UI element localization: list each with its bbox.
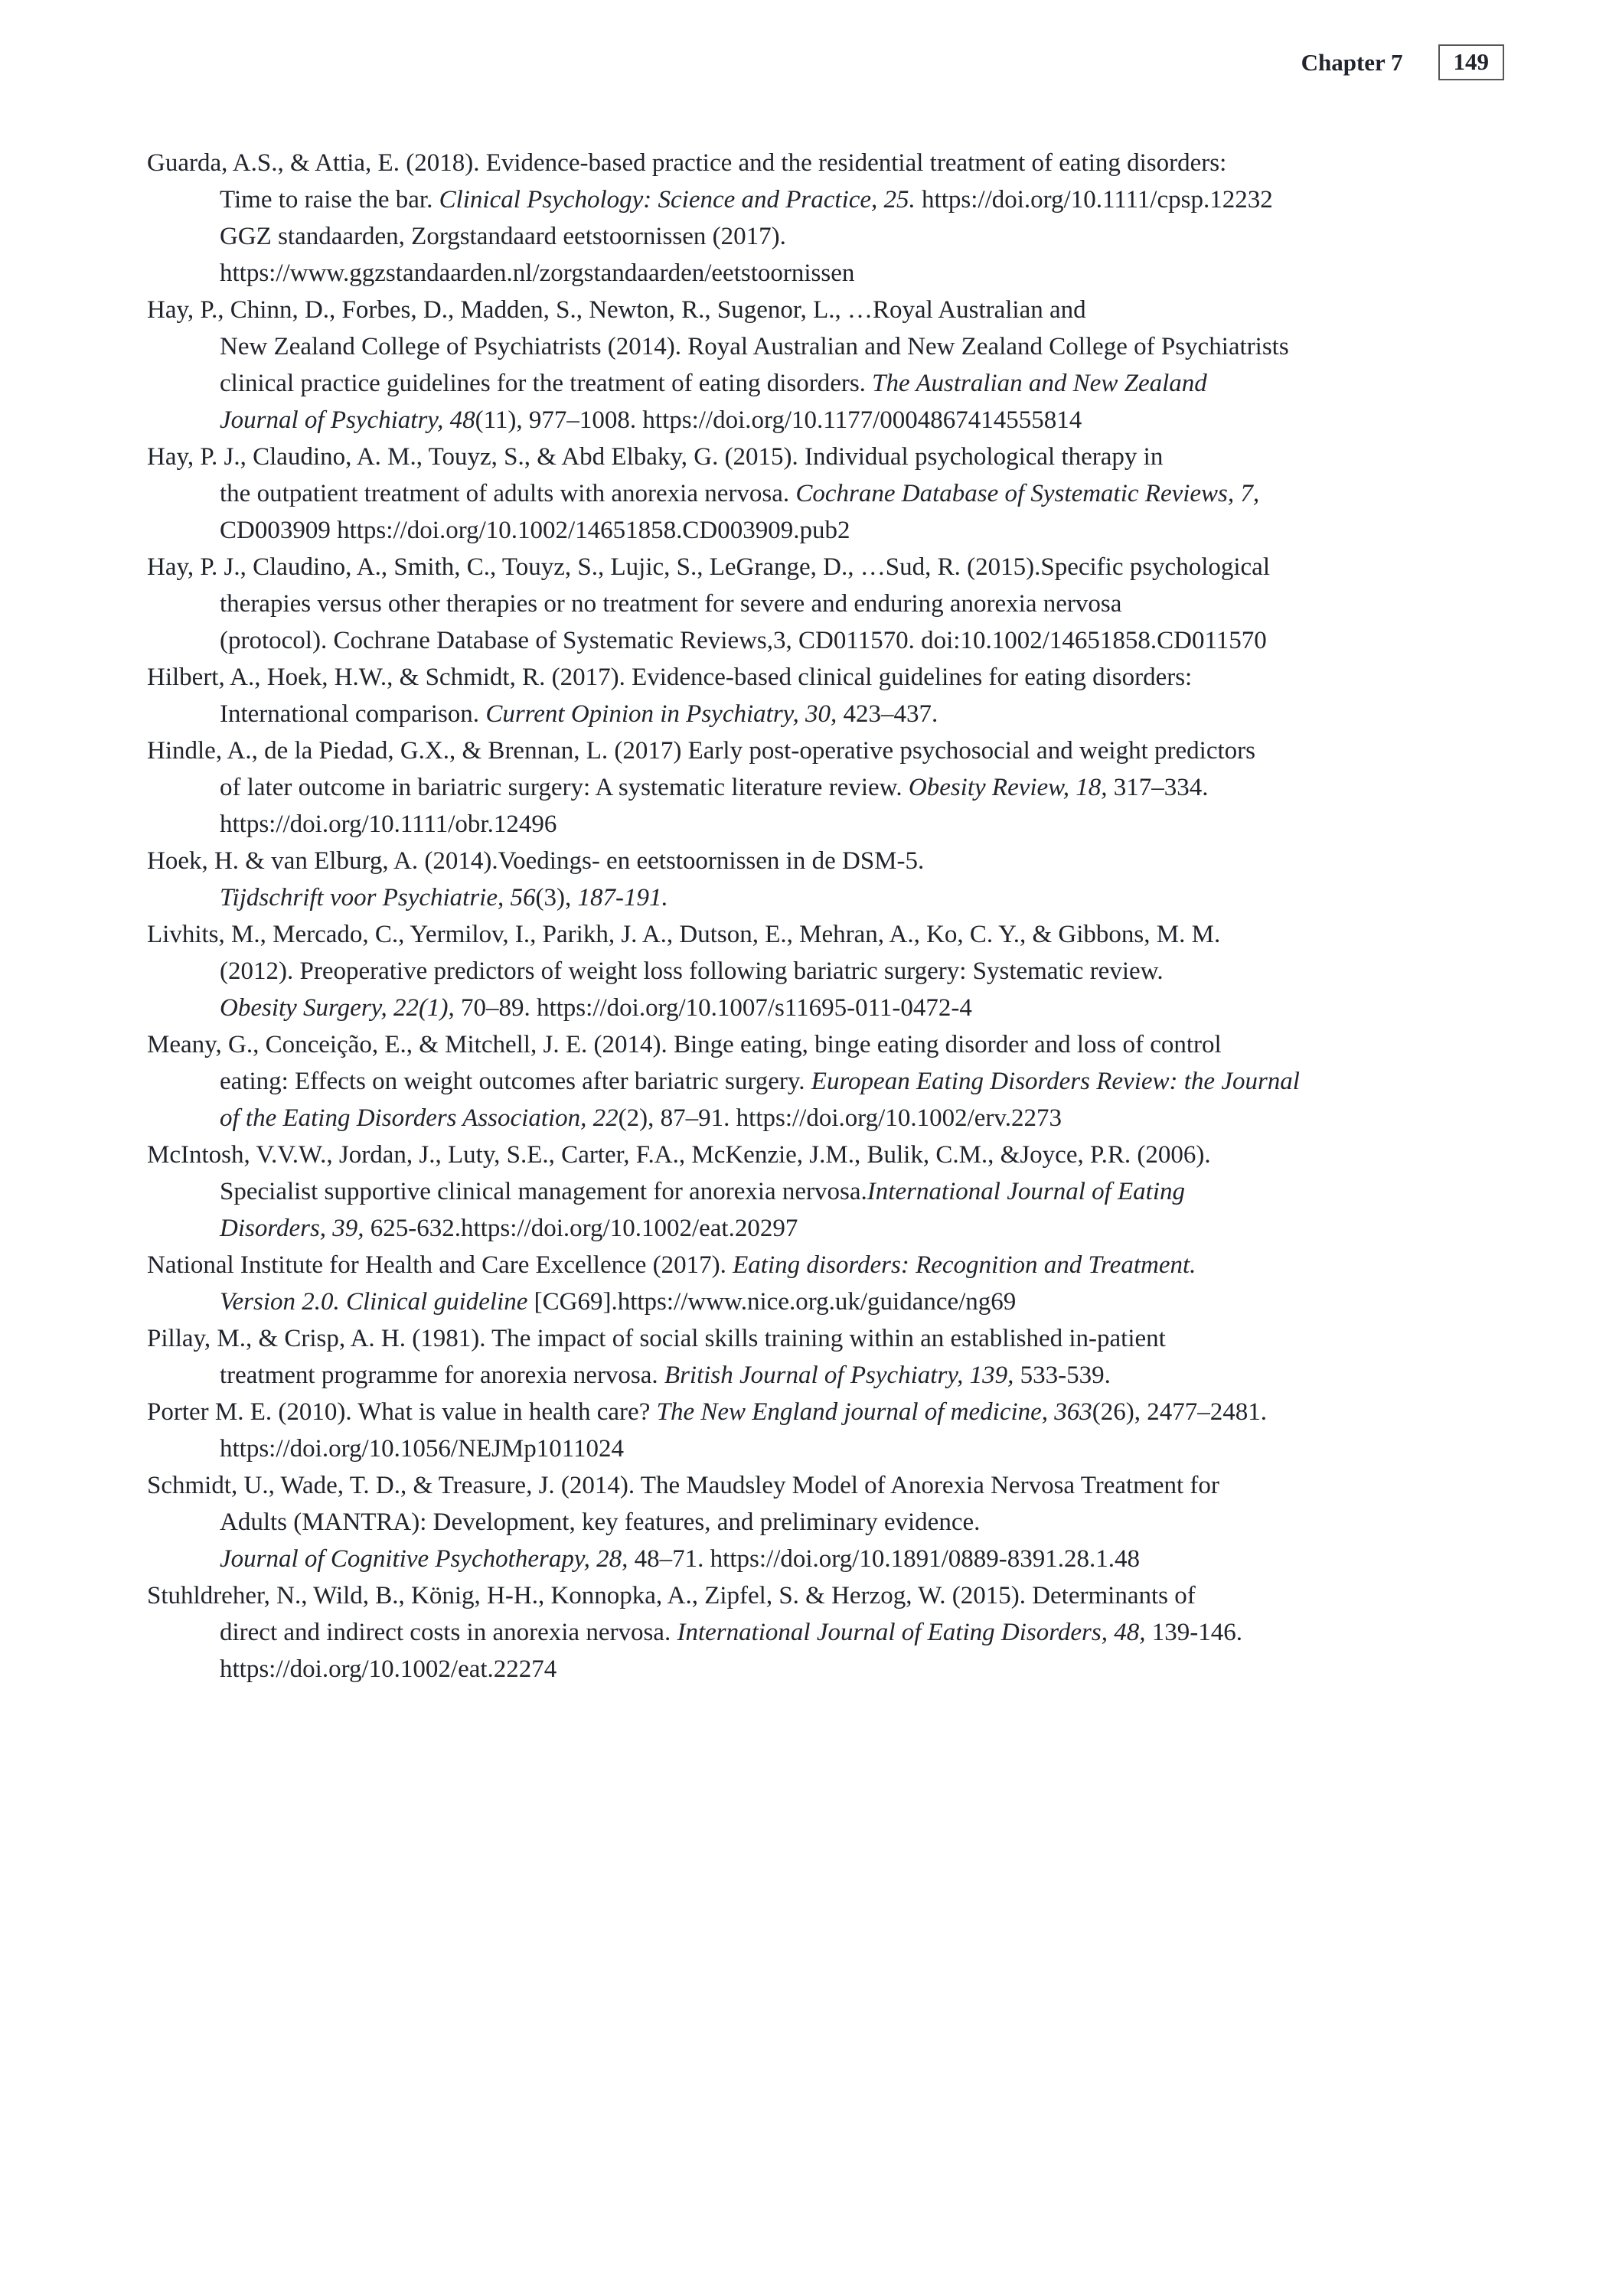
reference-journal-text: of the Eating Disorders Association, 22: [220, 1104, 619, 1132]
reference-item: [147, 732, 1504, 843]
reference-text: Adults (MANTRA): Development, key features, and preliminary evidence.: [220, 1508, 981, 1536]
reference-item: [147, 1467, 1504, 1577]
reference-item: [147, 549, 1504, 659]
reference-line: [147, 439, 1504, 475]
reference-line: [147, 475, 1504, 512]
reference-text: therapies versus other therapies or no treatment for severe and enduring anorexia nervosa: [220, 590, 1122, 618]
reference-line: [147, 145, 1504, 181]
reference-line: [147, 255, 1504, 292]
reference-item: [147, 916, 1504, 1026]
reference-line: [147, 181, 1504, 218]
reference-item: [147, 439, 1504, 549]
reference-item: [147, 1320, 1504, 1394]
reference-journal-text: Journal of Psychiatry, 48: [220, 406, 475, 434]
reference-journal-text: Obesity Review, 18,: [908, 774, 1108, 801]
reference-journal-text: The Australian and New Zealand: [872, 370, 1207, 397]
reference-text: https://www.ggzstandaarden.nl/zorgstandaarden/eetstoornissen: [220, 259, 855, 287]
reference-line: [147, 806, 1504, 843]
reference-line: [147, 1357, 1504, 1394]
reference-item: [147, 843, 1504, 916]
reference-text: Time to raise the bar.: [220, 186, 439, 214]
reference-text: International comparison.: [220, 700, 486, 728]
reference-line: [147, 1394, 1504, 1430]
reference-text: Hay, P., Chinn, D., Forbes, D., Madden, S., Newton, R., Sugenor, L., …Royal Australian and: [147, 296, 1086, 324]
reference-line: [147, 1504, 1504, 1541]
reference-line: [147, 622, 1504, 659]
reference-line: [147, 328, 1504, 365]
reference-text: New Zealand College of Psychiatrists (2014). Royal Australian and New Zealand College of Psychiatrists: [220, 333, 1289, 360]
reference-text: (protocol). Cochrane Database of Systematic Reviews,3, CD011570. doi:10.1002/14651858.CD011570: [220, 627, 1267, 654]
reference-item: [147, 145, 1504, 292]
reference-line: [147, 732, 1504, 769]
reference-line: [147, 218, 1504, 255]
reference-text: https://doi.org/10.1002/eat.22274: [220, 1655, 557, 1683]
reference-journal-text: Obesity Surgery, 22(1),: [220, 994, 455, 1022]
reference-text: direct and indirect costs in anorexia nervosa.: [220, 1619, 677, 1646]
reference-line: [147, 292, 1504, 328]
reference-text: eating: Effects on weight outcomes after bariatric surgery.: [220, 1068, 811, 1095]
reference-text: https://doi.org/10.1111/cpsp.12232: [915, 186, 1273, 214]
reference-journal-text: Version 2.0. Clinical guideline: [220, 1288, 528, 1316]
reference-line: [147, 512, 1504, 549]
reference-line: [147, 1210, 1504, 1247]
reference-line: [147, 1541, 1504, 1577]
reference-text: Schmidt, U., Wade, T. D., & Treasure, J. (2014). The Maudsley Model of Anorexia Nervosa Treatment for: [147, 1472, 1219, 1499]
reference-line: [147, 585, 1504, 622]
page-header: [147, 44, 1504, 80]
reference-text: (11), 977–1008. https://doi.org/10.1177/0004867414555814: [475, 406, 1082, 434]
reference-journal-text: European Eating Disorders Review: the Journal: [811, 1068, 1300, 1095]
reference-line: [147, 1173, 1504, 1210]
reference-line: [147, 1137, 1504, 1173]
reference-text: 423–437.: [837, 700, 938, 728]
reference-item: [147, 1026, 1504, 1137]
reference-journal-text: Disorders, 39,: [220, 1215, 364, 1242]
reference-item: [147, 1577, 1504, 1688]
reference-line: [147, 990, 1504, 1026]
reference-text: 317–334.: [1107, 774, 1209, 801]
reference-journal-text: Eating disorders: Recognition and Treatment.: [733, 1251, 1196, 1279]
reference-text: (26), 2477–2481.: [1092, 1398, 1268, 1426]
reference-line: [147, 1577, 1504, 1614]
reference-text: 533-539.: [1014, 1362, 1111, 1389]
reference-line: [147, 1063, 1504, 1100]
reference-text: of later outcome in bariatric surgery: A systematic literature review.: [220, 774, 909, 801]
reference-text: the outpatient treatment of adults with anorexia nervosa.: [220, 480, 796, 507]
reference-text: National Institute for Health and Care Excellence (2017).: [147, 1251, 733, 1279]
reference-journal-text: Tijdschrift voor Psychiatrie, 56: [220, 884, 536, 912]
reference-text: treatment programme for anorexia nervosa.: [220, 1362, 664, 1389]
reference-line: [147, 1283, 1504, 1320]
reference-line: [147, 659, 1504, 696]
reference-item: [147, 1394, 1504, 1467]
reference-line: [147, 696, 1504, 732]
reference-text: Specialist supportive clinical management for anorexia nervosa.: [220, 1178, 867, 1205]
reference-text: Porter M. E. (2010). What is value in health care?: [147, 1398, 657, 1426]
reference-journal-text: Clinical Psychology: Science and Practice, 25.: [439, 186, 916, 214]
chapter-label: Chapter 7: [1301, 48, 1403, 76]
reference-journal-text: International Journal of Eating Disorders, 48,: [677, 1619, 1146, 1646]
reference-text: Meany, G., Conceição, E., & Mitchell, J. E. (2014). Binge eating, binge eating disorder and loss of control: [147, 1031, 1222, 1058]
reference-text: Pillay, M., & Crisp, A. H. (1981). The impact of social skills training within an established in-patient: [147, 1325, 1166, 1352]
reference-text: Guarda, A.S., & Attia, E. (2018). Evidence-based practice and the residential treatment of eating disorders:: [147, 149, 1227, 177]
page-number: 149: [1453, 48, 1489, 75]
reference-text: 48–71. https://doi.org/10.1891/0889-8391.28.1.48: [628, 1545, 1140, 1573]
reference-line: [147, 1247, 1504, 1283]
reference-line: [147, 769, 1504, 806]
reference-text: Hindle, A., de la Piedad, G.X., & Brennan, L. (2017) Early post-operative psychosocial and weight predictors: [147, 737, 1255, 765]
reference-text: 139-146.: [1145, 1619, 1242, 1646]
reference-journal-text: Cochrane Database of Systematic Reviews, 7,: [795, 480, 1260, 507]
reference-text: https://doi.org/10.1056/NEJMp1011024: [220, 1435, 625, 1463]
reference-line: [147, 1026, 1504, 1063]
reference-line: [147, 916, 1504, 953]
reference-text: Hoek, H. & van Elburg, A. (2014).Voedings- en eetstoornissen in de DSM-5.: [147, 847, 925, 875]
reference-text: https://doi.org/10.1111/obr.12496: [220, 810, 557, 838]
reference-text: Hilbert, A., Hoek, H.W., & Schmidt, R. (2017). Evidence-based clinical guidelines for eating disorders:: [147, 664, 1193, 691]
reference-line: [147, 1430, 1504, 1467]
reference-line: [147, 1320, 1504, 1357]
reference-text: (3),: [535, 884, 578, 912]
reference-text: Hay, P. J., Claudino, A. M., Touyz, S., & Abd Elbaky, G. (2015). Individual psychological therapy in: [147, 443, 1164, 471]
reference-text: clinical practice guidelines for the treatment of eating disorders.: [220, 370, 873, 397]
reference-line: [147, 1651, 1504, 1688]
reference-text: Livhits, M., Mercado, C., Yermilov, I., Parikh, J. A., Dutson, E., Mehran, A., Ko, C. Y., & Gibbons, M. M.: [147, 921, 1221, 948]
reference-line: [147, 953, 1504, 990]
reference-text: Stuhldreher, N., Wild, B., König, H-H., Konnopka, A., Zipfel, S. & Herzog, W. (2015). Determinants of: [147, 1582, 1196, 1609]
reference-item: [147, 292, 1504, 439]
reference-line: [147, 1100, 1504, 1137]
reference-text: GGZ standaarden, Zorgstandaard eetstoornissen (2017).: [220, 223, 786, 250]
reference-text: (2012). Preoperative predictors of weight loss following bariatric surgery: Systematic review.: [220, 957, 1164, 985]
reference-journal-text: Current Opinion in Psychiatry, 30,: [485, 700, 837, 728]
reference-line: [147, 879, 1504, 916]
page-number-box: [1438, 44, 1505, 80]
reference-text: CD003909 https://doi.org/10.1002/14651858.CD003909.pub2: [220, 517, 850, 544]
reference-item: [147, 1247, 1504, 1320]
reference-text: (2), 87–91. https://doi.org/10.1002/erv.2273: [618, 1104, 1062, 1132]
reference-text: 70–89. https://doi.org/10.1007/s11695-011-0472-4: [454, 994, 972, 1022]
reference-list: [147, 145, 1504, 1688]
reference-line: [147, 549, 1504, 585]
reference-text: Hay, P. J., Claudino, A., Smith, C., Touyz, S., Lujic, S., LeGrange, D., …Sud, R. (2015).Specific psychological: [147, 553, 1271, 581]
reference-line: [147, 402, 1504, 439]
reference-line: [147, 365, 1504, 402]
reference-journal-text: The New England journal of medicine, 363: [656, 1398, 1092, 1426]
reference-journal-text: Journal of Cognitive Psychotherapy, 28,: [220, 1545, 628, 1573]
reference-item: [147, 659, 1504, 732]
reference-journal-text: International Journal of Eating: [867, 1178, 1186, 1205]
reference-line: [147, 843, 1504, 879]
reference-item: [147, 1137, 1504, 1247]
reference-text: 625-632.https://doi.org/10.1002/eat.20297: [364, 1215, 798, 1242]
reference-journal-text: 187-191.: [577, 884, 668, 912]
reference-text: [CG69].https://www.nice.org.uk/guidance/ng69: [527, 1288, 1017, 1316]
reference-line: [147, 1467, 1504, 1504]
reference-line: [147, 1614, 1504, 1651]
reference-text: McIntosh, V.V.W., Jordan, J., Luty, S.E., Carter, F.A., McKenzie, J.M., Bulik, C.M., &Joyce, P.R. (2006).: [147, 1141, 1211, 1169]
reference-journal-text: British Journal of Psychiatry, 139,: [664, 1362, 1014, 1389]
